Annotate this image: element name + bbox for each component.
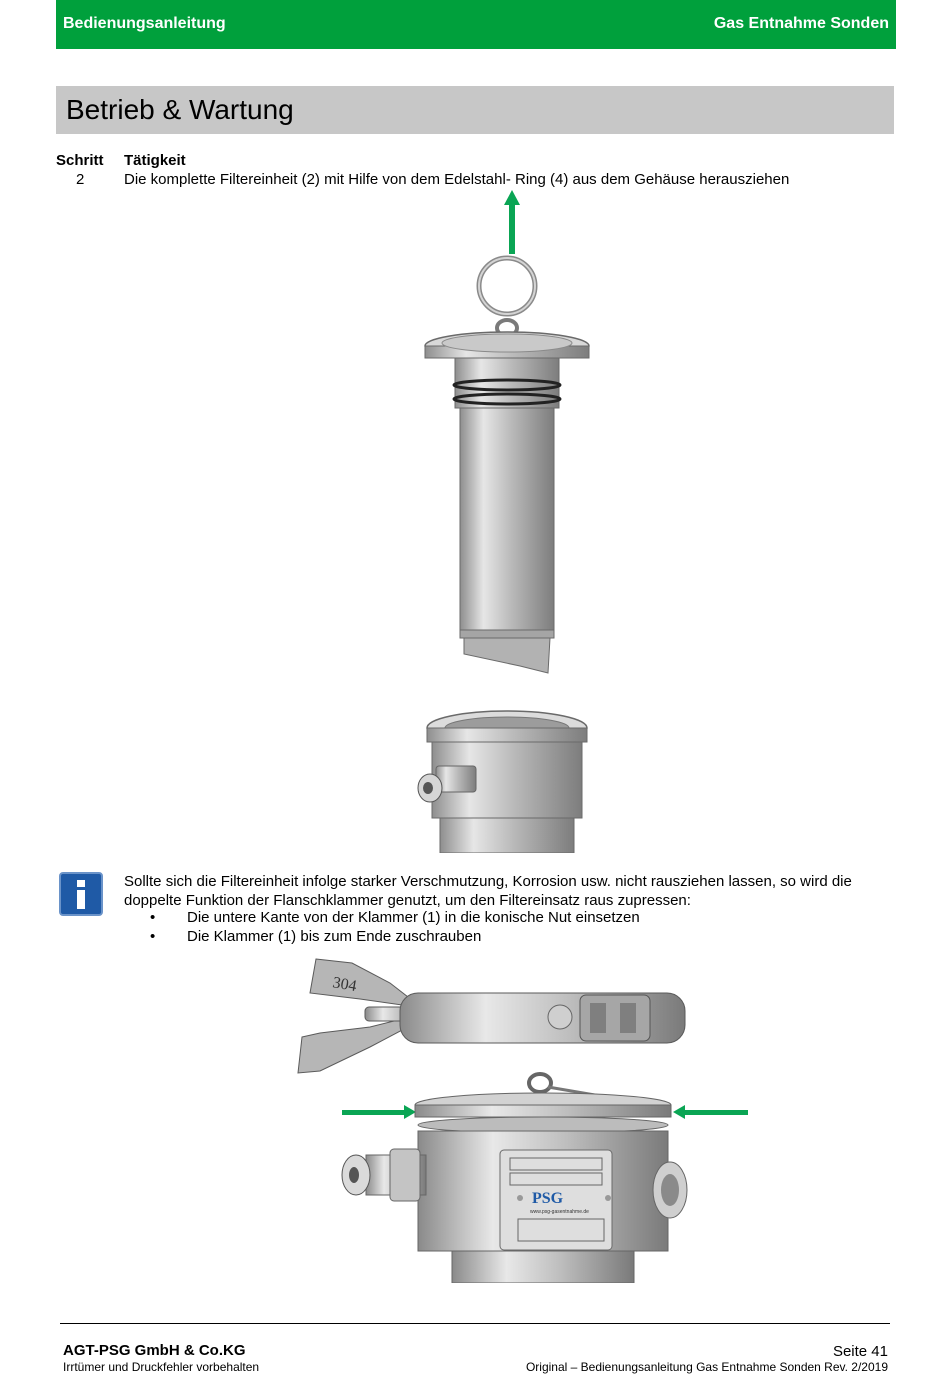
info-icon <box>59 872 103 916</box>
footer-disclaimer: Irrtümer und Druckfehler vorbehalten <box>63 1360 260 1374</box>
bullet-text: Die untere Kante von der Klammer (1) in die konische Nut einsetzen <box>187 909 640 926</box>
step-description: Die komplette Filtereinheit (2) mit Hilfe von dem Edelstahl- Ring (4) aus dem Gehäuse herausziehen <box>124 171 790 188</box>
header-bar <box>56 0 896 49</box>
footer-company: AGT-PSG GmbH & Co.KG <box>63 1342 246 1359</box>
section-band <box>56 86 894 134</box>
bullet-text: Die Klammer (1) bis zum Ende zuschrauben <box>187 928 482 945</box>
header-title-left: Bedienungsanleitung <box>63 15 226 32</box>
clamp-housing-figure <box>290 955 760 1283</box>
plate-brand: PSG <box>532 1190 564 1207</box>
column-header-activity: Tätigkeit <box>124 152 186 169</box>
pull-arrow-icon <box>504 190 520 254</box>
info-note-text: Sollte sich die Filtereinheit infolge starker Verschmutzung, Korrosion usw. nicht rausziehen lassen, so wird die doppelte Funktion der Flanschklammer genutzt, um den Filtereinsatz raus zupressen: <box>124 873 852 909</box>
clamp-mark: 304 <box>331 974 358 996</box>
bullet-icon: • <box>150 909 156 926</box>
flange-clamp <box>298 959 685 1073</box>
section-title: Betrieb & Wartung <box>66 94 294 125</box>
press-arrow-right-icon <box>673 1105 748 1119</box>
footer-document-info: Original – Bedienungsanleitung Gas Entnahme Sonden Rev. 2/2019 <box>525 1360 888 1374</box>
step-number: 2 <box>76 171 85 188</box>
nameplate <box>500 1150 612 1250</box>
plate-url: www.psg-gasentnahme.de <box>530 1209 589 1215</box>
bullet-icon: • <box>150 928 156 945</box>
header-title-right: Gas Entnahme Sonden <box>713 15 889 32</box>
footer-page-number: Seite 41 <box>832 1343 888 1360</box>
column-header-step: Schritt <box>56 152 104 169</box>
filter-unit-figure <box>380 188 640 853</box>
press-arrow-left-icon <box>342 1105 416 1119</box>
footer-divider <box>60 1323 890 1324</box>
